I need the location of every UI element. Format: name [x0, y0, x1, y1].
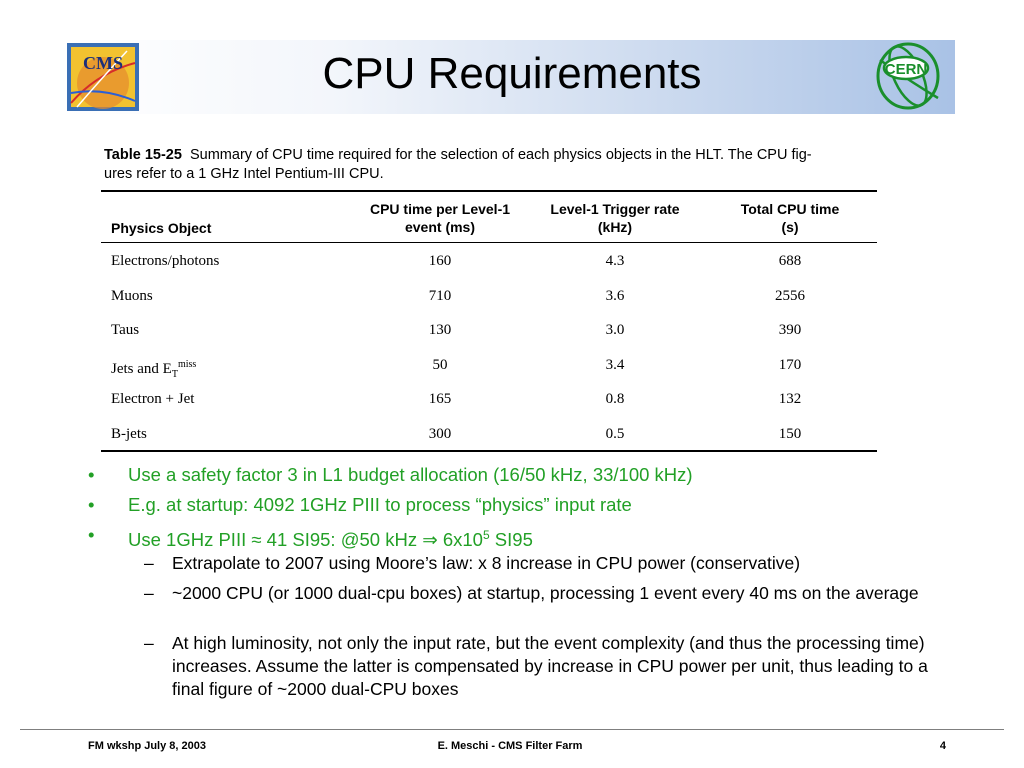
cell-total: 170 [778, 357, 802, 373]
cell-rate: 3.4 [605, 357, 625, 373]
cell-rate: 3.6 [605, 288, 625, 304]
table-caption-line2: ures refer to a 1 GHz Intel Pentium-III CPU. [104, 166, 384, 182]
page-title: CPU Requirements [322, 49, 702, 98]
bullet-marker: • [88, 524, 95, 545]
table-bottom-rule [101, 450, 877, 452]
header-total-cpu-line1: Total CPU time [740, 201, 840, 217]
footer-author: E. Meschi - CMS Filter Farm [437, 740, 583, 752]
cell-total: 688 [778, 253, 802, 269]
cell-object-prefix: Jets and E [111, 361, 172, 377]
header-total-cpu [710, 200, 870, 236]
cell-total: 132 [778, 391, 802, 407]
bullet-marker: • [88, 494, 95, 515]
header-trigger-rate-line1: Level-1 Trigger rate [550, 201, 680, 217]
bullet-si95-post: SI95 [489, 529, 533, 551]
svg-text:CMS: CMS [83, 53, 123, 73]
table-caption-line1: Summary of CPU time required for the selection of each physics objects in the HLT. The CPU fig- [189, 147, 812, 163]
sub-bullet-text-startup-cpu: ~2000 CPU (or 1000 dual-cpu boxes) at startup, processing 1 event every 40 ms on the average [172, 583, 919, 603]
sub-bullet-marker: – [144, 633, 154, 653]
cell-object [111, 356, 196, 384]
table-caption [104, 146, 894, 184]
sub-bullet-marker: – [144, 583, 154, 603]
cell-object: Muons [111, 288, 153, 304]
cell-cpu-time: 710 [428, 288, 452, 304]
cell-object: Electrons/photons [111, 253, 220, 269]
table-caption-label: Table 15-25 [104, 147, 182, 163]
bullet-si95-pre: Use 1GHz PIII ≈ 41 SI95: @50 kHz ⇒ 6x10 [128, 529, 483, 551]
header-cpu-time [360, 200, 520, 236]
header-cpu-time-line1: CPU time per Level-1 [369, 201, 511, 217]
table-top-rule [101, 190, 877, 192]
cell-object-sub: T [171, 369, 178, 380]
sub-bullet-text-moore: Extrapolate to 2007 using Moore’s law: x 8 increase in CPU power (conservative) [172, 553, 801, 573]
cell-total: 390 [778, 322, 802, 338]
svg-text:CERN: CERN [884, 61, 928, 78]
cell-rate: 4.3 [605, 253, 625, 269]
header-trigger-rate [535, 200, 695, 236]
cell-cpu-time: 50 [432, 357, 448, 373]
cell-cpu-time: 300 [428, 426, 452, 442]
cell-rate: 0.8 [605, 391, 625, 407]
footer-date: FM wkshp July 8, 2003 [88, 740, 206, 752]
footer-divider [20, 729, 1004, 730]
cell-object: Electron + Jet [111, 391, 195, 407]
bullet-marker: • [88, 464, 95, 485]
cell-total: 150 [778, 426, 802, 442]
cell-object-sup: miss [177, 359, 197, 370]
footer-page-number: 4 [939, 740, 946, 752]
sub-bullet-text-high-luminosity: At high luminosity, not only the input rate, but the event complexity (and thus the processing time) increases. Assume the latter is compensated by increase in CPU power per unit, thus leading to a final figure of ~2000 dual-CPU boxes [172, 633, 928, 699]
header-total-cpu-line2: (s) [781, 219, 799, 235]
cell-cpu-time: 130 [428, 322, 452, 338]
cell-total: 2556 [775, 288, 805, 304]
cell-object: Taus [111, 322, 140, 338]
cell-rate: 3.0 [605, 322, 625, 338]
bullet-text-safety-factor: Use a safety factor 3 in L1 budget allocation (16/50 kHz, 33/100 kHz) [128, 464, 693, 485]
sub-bullet-marker: – [144, 553, 154, 573]
cell-cpu-time: 160 [428, 253, 452, 269]
header-cpu-time-line2: event (ms) [404, 219, 476, 235]
cell-rate: 0.5 [605, 426, 625, 442]
cell-cpu-time: 165 [428, 391, 452, 407]
table-header-rule [101, 242, 877, 243]
bullet-text-startup: E.g. at startup: 4092 1GHz PIII to process “physics” input rate [128, 494, 632, 515]
header-trigger-rate-line2: (kHz) [597, 219, 633, 235]
bullet-si95-exponent: 5 [482, 528, 490, 542]
header-physics-object: Physics Object [111, 220, 212, 236]
bullet-text-si95 [128, 524, 533, 551]
cell-object: B-jets [111, 426, 147, 442]
